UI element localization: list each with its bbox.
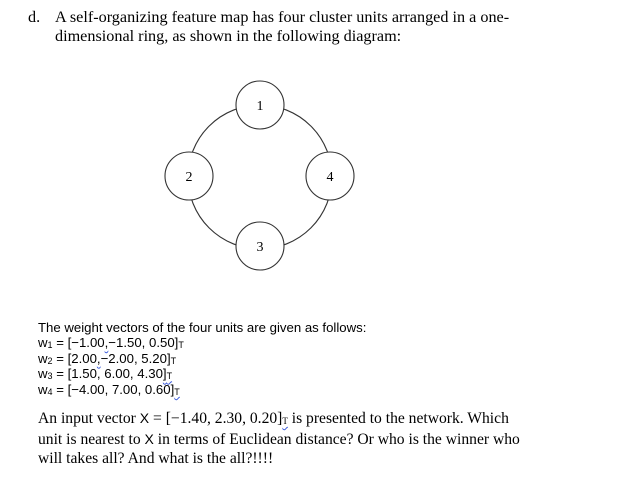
- intro-paragraph: [28, 8, 588, 46]
- equals-sign: =: [52, 382, 68, 398]
- question-text: is presented to the network. Which: [287, 410, 509, 427]
- equals-sign: =: [52, 334, 68, 350]
- transpose-mark: T: [174, 387, 180, 398]
- list-marker: d.: [28, 8, 41, 26]
- vector-values: [1.50, 6.00, 4.30: [67, 366, 163, 382]
- question-text: in terms of Euclidean distance? Or who is the winner who: [153, 431, 520, 448]
- ring-diagram: [160, 80, 360, 280]
- node-label-1: 1: [256, 99, 264, 114]
- node-label-4: 4: [326, 170, 334, 185]
- spellcheck-mark: [171, 382, 180, 397]
- intro-line-1: A self-organizing feature map has four cluster units arranged in a one-: [55, 8, 510, 26]
- question-line-3: will takes all? And what is the all?!!!!: [38, 450, 274, 467]
- vector-index: 1: [47, 339, 53, 350]
- vector-values-end: −1.50, 0.50]: [108, 334, 179, 350]
- question-line-1: [38, 409, 638, 430]
- node-label-3: 3: [256, 240, 264, 255]
- vector-name: w: [38, 382, 48, 398]
- vector-values-end: −2.00, 5.20]: [100, 350, 171, 366]
- vector-index: 2: [47, 355, 53, 366]
- transpose-mark: T: [282, 416, 288, 426]
- question-text: unit is nearest to: [38, 431, 145, 448]
- equals-sign: =: [52, 366, 68, 382]
- input-vector-symbol: X: [139, 410, 150, 426]
- node-label-2: 2: [185, 170, 193, 185]
- vector-index: 4: [47, 387, 53, 398]
- spellcheck-mark: ,: [96, 350, 101, 366]
- vector-name: w: [38, 366, 48, 382]
- weights-block: [38, 321, 366, 399]
- weight-vector-3: [38, 367, 366, 383]
- node-2: [165, 152, 213, 200]
- weight-vector-4: [38, 383, 366, 399]
- weight-vector-2: [38, 352, 366, 368]
- vector-name: w: [38, 334, 48, 350]
- input-vector-values: = [−1.40, 2.30, 0.20]: [149, 410, 283, 427]
- closing-bracket: ]: [170, 382, 175, 398]
- weight-vector-1: [38, 336, 366, 352]
- question-paragraph: [38, 409, 638, 468]
- vector-name: w: [38, 350, 48, 366]
- intro-line-2: dimensional ring, as shown in the following diagram:: [55, 27, 402, 45]
- vector-values-start: [−1.00: [67, 334, 105, 350]
- vector-index: 3: [47, 371, 53, 382]
- vector-values: [−4.00, 7.00, 0.60: [67, 382, 171, 398]
- node-4: [306, 152, 354, 200]
- closing-bracket: ]: [162, 366, 167, 382]
- node-3: [236, 222, 284, 270]
- transpose-mark: T: [166, 371, 173, 382]
- node-1: [236, 81, 284, 129]
- input-vector-symbol: X: [144, 431, 154, 447]
- spellcheck-mark: [163, 366, 172, 381]
- weights-heading: The weight vectors of the four units are given as follows:: [38, 320, 367, 335]
- vector-values-start: [2.00: [67, 350, 97, 366]
- transpose-mark: T: [178, 339, 184, 350]
- question-text: An input vector: [38, 410, 140, 427]
- spellcheck-mark: ,: [104, 334, 109, 350]
- equals-sign: =: [52, 350, 68, 366]
- question-line-2: [38, 430, 638, 449]
- transpose-mark: T: [170, 355, 177, 366]
